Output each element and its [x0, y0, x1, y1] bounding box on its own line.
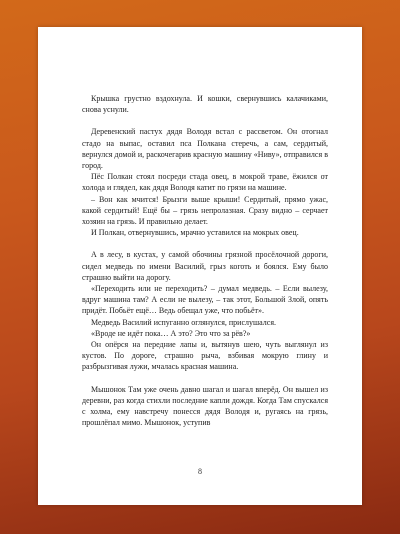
body-text: [82, 93, 328, 428]
paragraph: Крышка грустно вздохнула. И кошки, свернувшись калачиками, снова уснули.: [82, 94, 328, 115]
paragraph-gap: [82, 238, 328, 249]
paragraph: Мышонок Там уже очень давно шагал и шагал вперёд. Он вышел из деревни, раз когда стихли последние капли дождя. Когда Там спускался с холма, ему навстречу понесся дядя Володя и, ругаясь на грязь, прошлёпал мимо. Мышонок, уступив: [82, 384, 328, 428]
paragraph: Медведь Василий испуганно оглянулся, прислушался.: [91, 317, 277, 327]
paragraph: И Полкан, отвернувшись, мрачно уставился на мокрых овец.: [91, 228, 299, 238]
paragraph-gap: [82, 373, 328, 384]
book-page: [38, 27, 362, 505]
paragraph: Пёс Полкан стоял посреди стада овец, в мокрой траве, ёжился от холода и глядел, как дядя Володя катит по грязи на машине.: [82, 172, 328, 193]
paragraph: «Переходить или не переходить? – думал медведь. – Если вылезу, вдруг машина там? А если не вылезу, – так этот, Большой Злой, опять придёт. Побьёт ещё… Ведь обещал уже, что побьёт».: [82, 284, 328, 316]
paragraph: – Вон как мчится! Брызги выше крыши! Сердитый, прямо ужас, какой сердитый! Ещё бы – грязь непролазная. Сразу видно – серчает хозяин на грязь. И правильно делает.: [82, 194, 328, 227]
paragraph: Он опёрся на передние лапы и, вытянув шею, чуть выглянул из кустов. По дороге, страшно рыча, взбивая мокрую глину и разбрызгивая лужи, мчалась красная машина.: [82, 340, 328, 372]
paragraph-gap: [82, 115, 328, 126]
paragraph: А в лесу, в кустах, у самой обочины грязной просёлочной дороги, сидел медведь по имени Василий, грыз коготь и боялся. Ему было страшно выйти на дорогу.: [82, 250, 328, 282]
paragraph: «Вроде не идёт пока… А это? Это что за рёв?»: [91, 328, 251, 338]
paragraph: Деревенский пастух дядя Володя встал с рассветом. Он отогнал стадо на выпас, оставил пса Полкана стеречь, а сам, сердитый, вернулся домой и, раскочегарив красную машину «Ниву», отправился в город.: [82, 127, 328, 171]
page-number: 8: [198, 467, 202, 476]
